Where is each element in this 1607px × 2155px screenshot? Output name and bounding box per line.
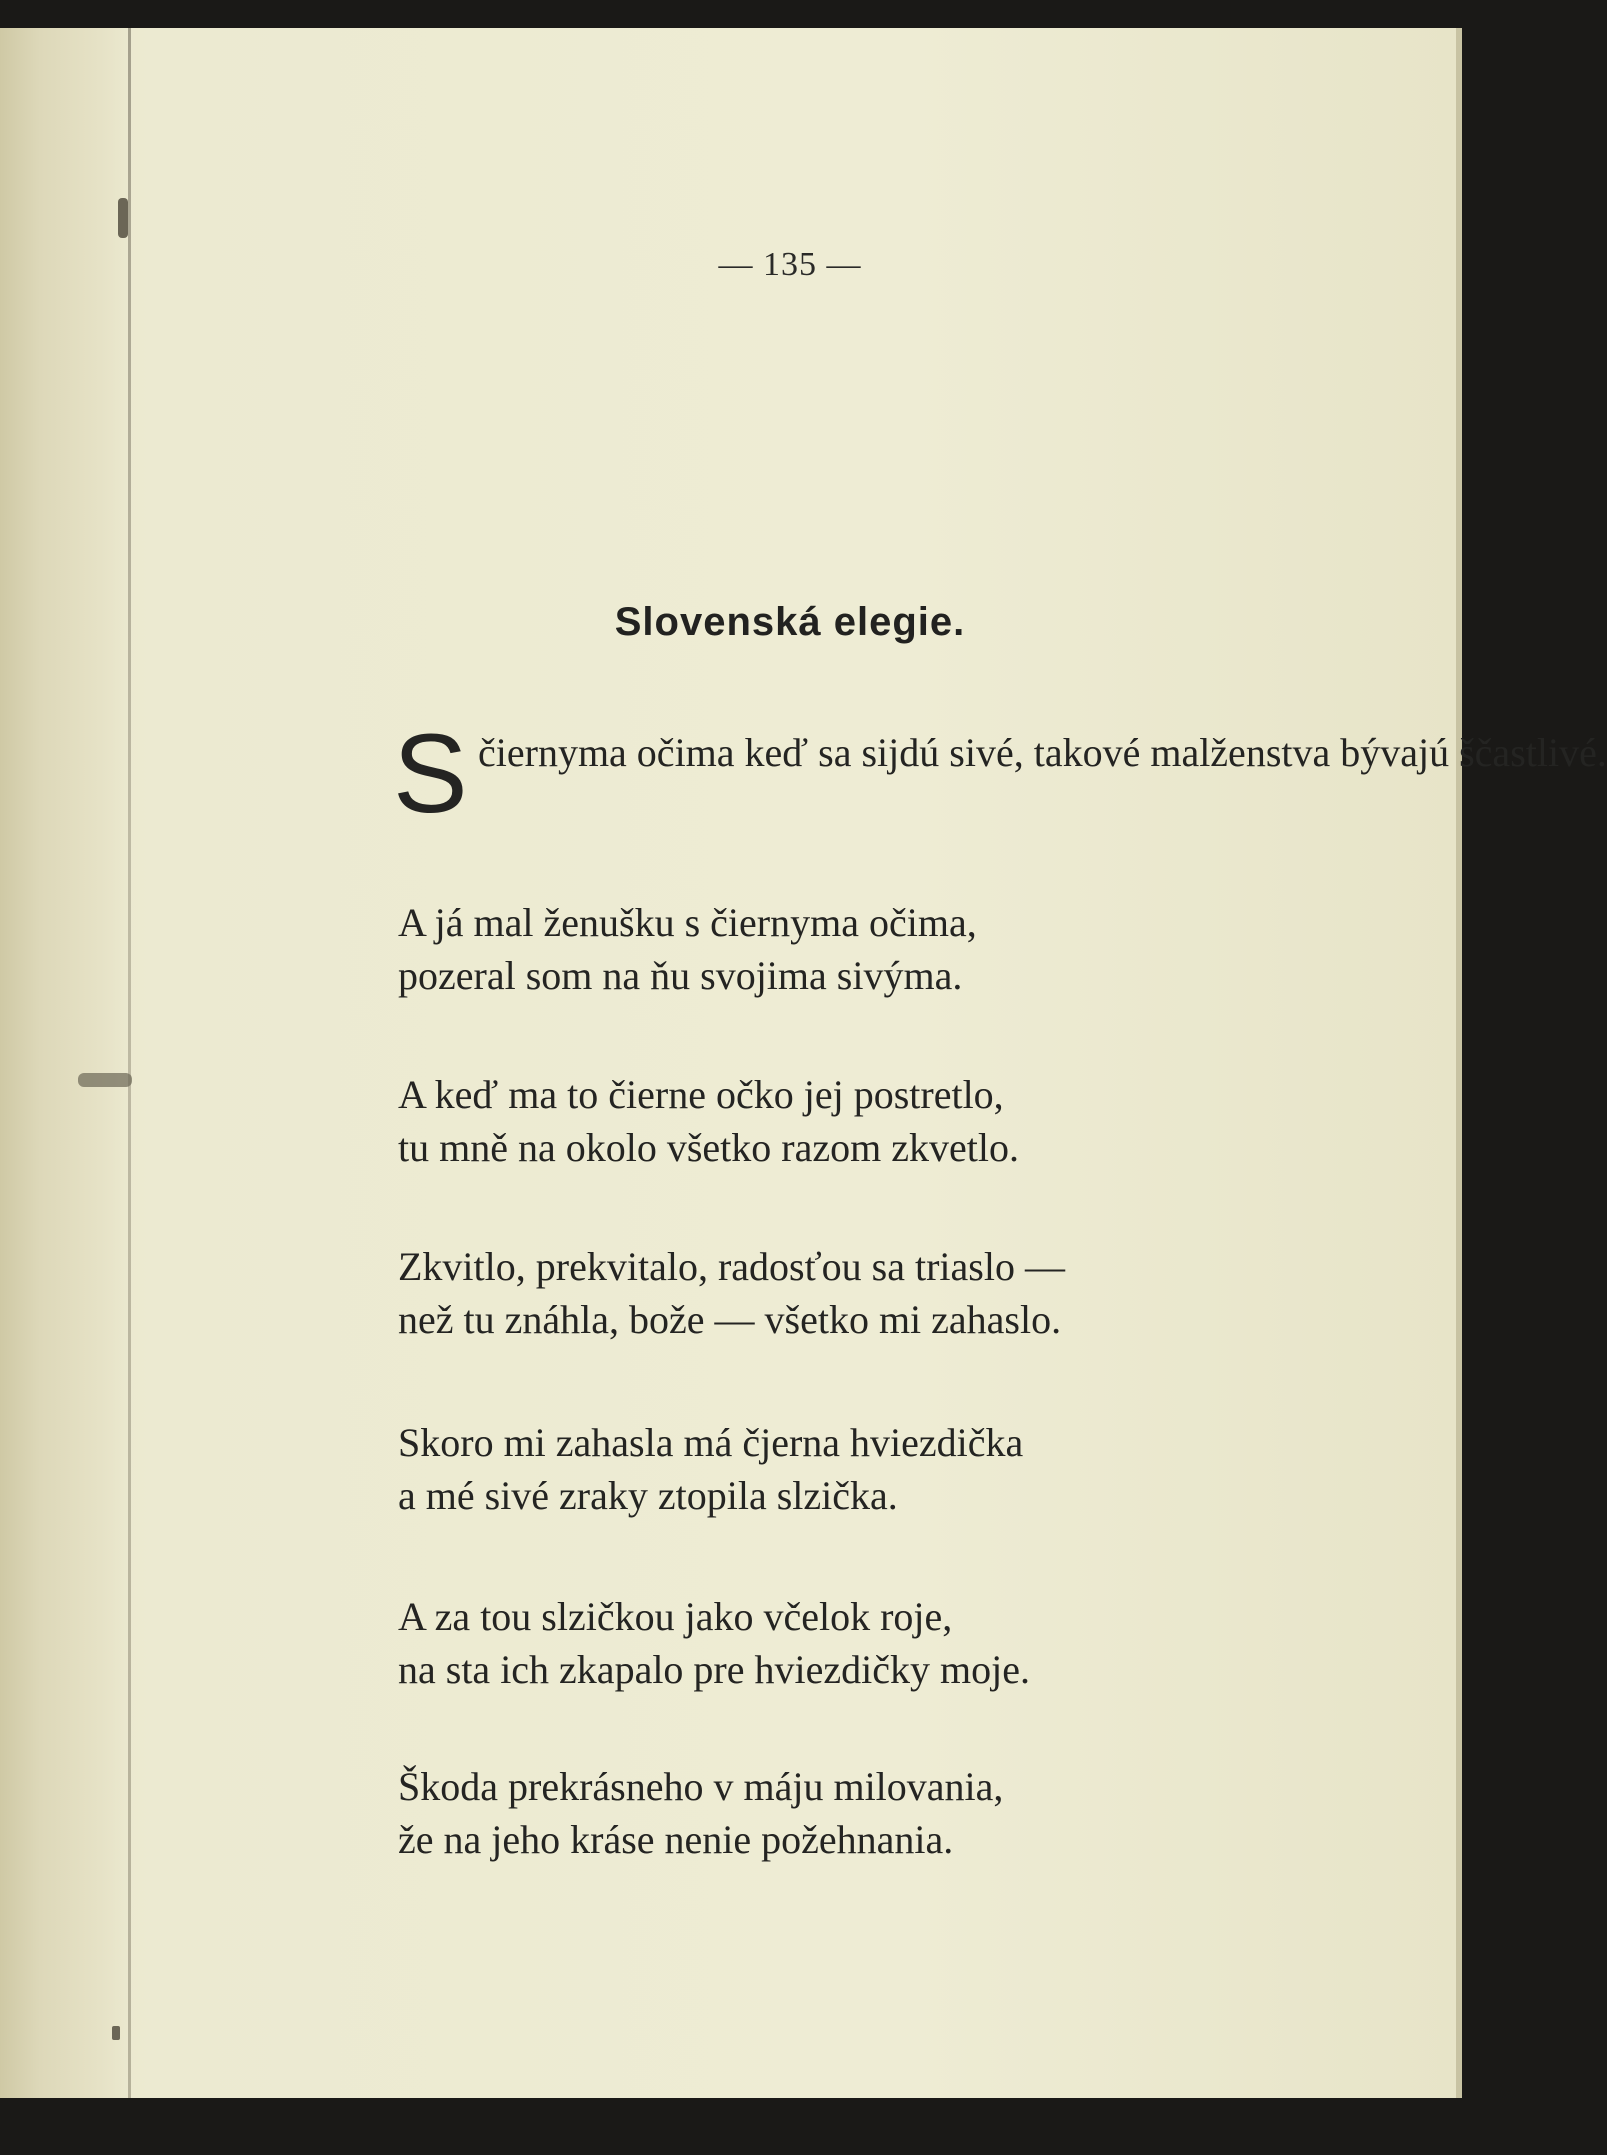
- poem-line: Škoda prekrásneho v máju milovania,: [398, 1764, 1004, 1809]
- poem-line: A já mal ženušku s čiernyma očima,: [398, 900, 977, 945]
- stanza-1: [478, 726, 1607, 779]
- binding-mark: [78, 1073, 132, 1087]
- poem-line: tu mně na okolo všetko razom zkvetlo.: [398, 1125, 1019, 1170]
- binding-mark: [118, 198, 128, 238]
- stanza-3: [398, 1068, 1019, 1174]
- poem-line: že na jeho kráse nenie požehnania.: [398, 1817, 954, 1862]
- poem-title: Slovenská elegie.: [614, 600, 966, 644]
- stanza-6: [398, 1590, 1030, 1696]
- page-right-edge: [1456, 28, 1462, 2098]
- poem-line: Zkvitlo, prekvitalo, radosťou sa triaslo —: [398, 1244, 1065, 1289]
- poem-line: a mé sivé zraky ztopila slzička.: [398, 1473, 898, 1518]
- binding-mark: [112, 2026, 120, 2040]
- poem-line: takové malženstva bývajú ščastlivé.: [1033, 730, 1607, 775]
- poem-line: A keď ma to čierne očko jej postretlo,: [398, 1072, 1004, 1117]
- stanza-5: [398, 1416, 1023, 1522]
- poem-line: Skoro mi zahasla má čjerna hviezdička: [398, 1420, 1024, 1465]
- poem-line: na sta ich zkapalo pre hviezdičky moje.: [398, 1647, 1030, 1692]
- drop-cap: S: [393, 711, 468, 836]
- poem-line: A za tou slzičkou jako včelok roje,: [398, 1594, 953, 1639]
- page-number: — 135 —: [718, 246, 862, 283]
- poem-line: pozeral som na ňu svojima sivýma.: [398, 953, 963, 998]
- stanza-4: [398, 1240, 1065, 1346]
- page-gutter-shadow: [0, 28, 130, 2098]
- book-page: [0, 28, 1607, 2098]
- binding-fold: [128, 28, 131, 2098]
- poem-line: čiernyma očima keď sa sijdú sivé,: [478, 730, 1024, 775]
- stanza-7: [398, 1760, 1003, 1866]
- stanza-2: [398, 896, 977, 1002]
- poem-line: než tu znáhla, bože — všetko mi zahaslo.: [398, 1297, 1062, 1342]
